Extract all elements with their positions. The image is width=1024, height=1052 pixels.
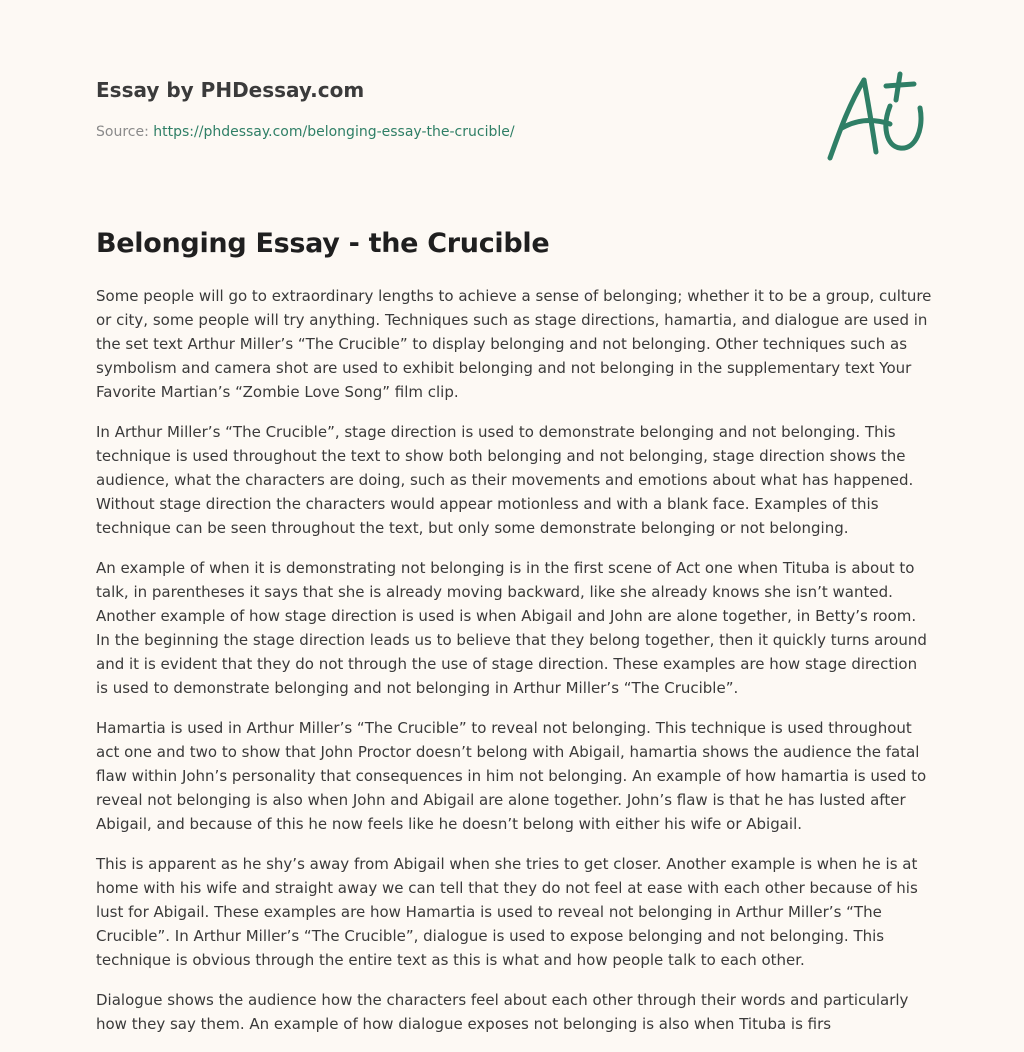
essay-paragraph: Hamartia is used in Arthur Miller’s “The Crucible” to reveal not belonging. This technique is used throughout act one and two to show that John Proctor doesn’t belong with Abigail, hamartia shows the audience the fatal flaw within John’s personality that consequences in him not belonging. An example of how hamartia is used to reveal not belonging is also when John and Abigail are alone together. John’s flaw is that he has lusted after Abigail, and because of this he now feels like he doesn’t belong with either his wife or Abigail. bbox=[96, 719, 927, 833]
essay-body bbox=[96, 284, 932, 1052]
essay-title: Belonging Essay - the Crucible bbox=[96, 228, 550, 259]
essay-paragraph: Some people will go to extraordinary lengths to achieve a sense of belonging; whether it to be a group, culture or city, some people will try anything. Techniques such as stage directions, hamartia, and dialogue are used in the set text Arthur Miller’s “The Crucible” to display belonging and not belonging. Other techniques such as symbolism and camera shot are used to exhibit belonging and not belonging in the supplementary text Your Favorite Martian’s “Zombie Love Song” film clip. bbox=[96, 287, 932, 401]
source-line bbox=[96, 122, 796, 142]
essay-paragraph: This is apparent as he shy’s away from Abigail when she tries to get closer. Another example is when he is at home with his wife and straight away we can tell that they do not feel at ease with each other because of his lust for Abigail. These examples are how Hamartia is used to reveal not belonging in Arthur Miller’s “The Crucible”. In Arthur Miller’s “The Crucible”, dialogue is used to expose belonging and not belonging. This technique is obvious through the entire text as this is what and how people talk to each other. bbox=[96, 855, 918, 969]
essay-paragraph: An example of when it is demonstrating not belonging is in the first scene of Act one when Tituba is about to talk, in parentheses it says that she is already moving backward, like she already knows she isn’t wanted. Another example of how stage direction is used is when Abigail and John are alone together, in Betty’s room. In the beginning the stage direction leads us to believe that they belong together, then it quickly turns around and it is evident that they do not through the use of stage direction. These examples are how stage direction is used to demonstrate belonging and not belonging in Arthur Miller’s “The Crucible”. bbox=[96, 559, 927, 697]
essay-paragraph: Dialogue shows the audience how the characters feel about each other through their words and particularly how they say them. An example of how dialogue exposes not belonging is also when Tituba is firs bbox=[96, 991, 909, 1033]
site-title: Essay by PHDessay.com bbox=[96, 78, 365, 102]
a-plus-logo-icon bbox=[820, 66, 930, 166]
source-label: Source: bbox=[96, 124, 149, 140]
source-link[interactable]: https://phdessay.com/belonging-essay-the-crucible/ bbox=[153, 124, 515, 140]
page-header bbox=[96, 76, 796, 142]
essay-paragraph: In Arthur Miller’s “The Crucible”, stage direction is used to demonstrate belonging and not belonging. This technique is used throughout the text to show both belonging and not belonging, stage direction shows the audience, what the characters are doing, such as their movements and emotions about what has happened. Without stage direction the characters would appear motionless and with a blank face. Examples of this technique can be seen throughout the text, but only some demonstrate belonging or not belonging. bbox=[96, 423, 914, 537]
